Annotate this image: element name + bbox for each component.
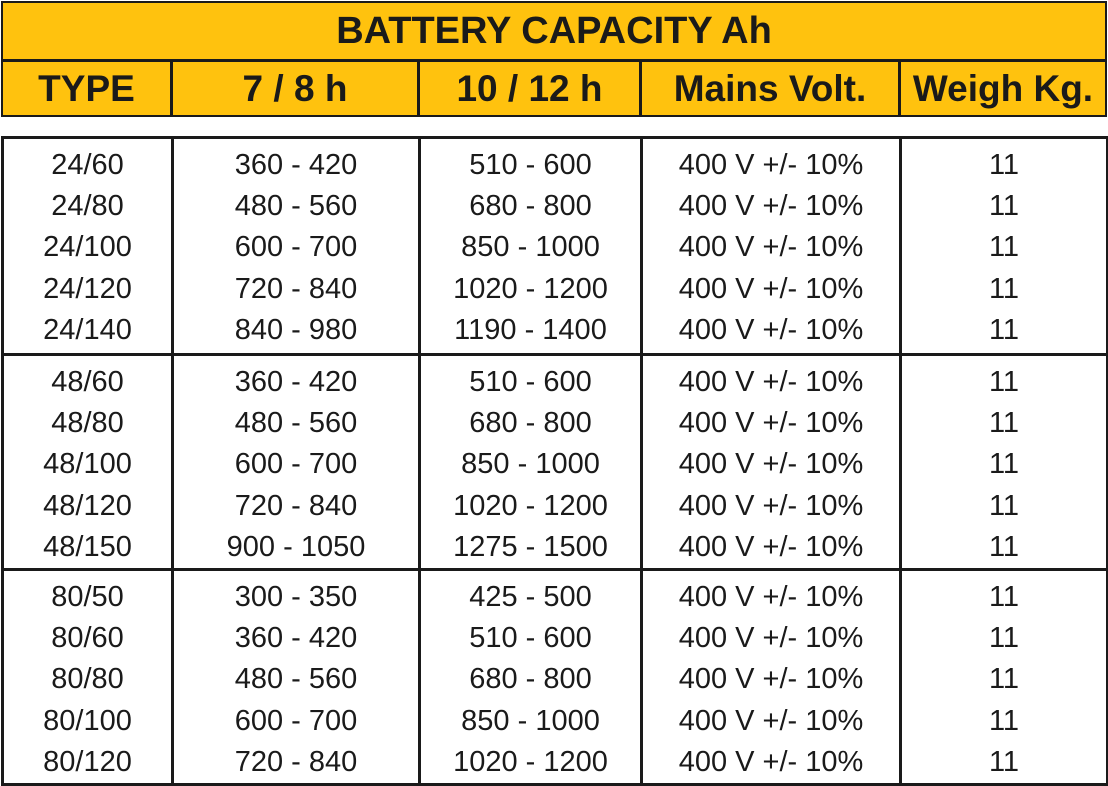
table-cell-type: 48/120	[43, 489, 132, 522]
table-cell-weight: 11	[988, 663, 1020, 696]
table-cell-weight: 11	[988, 313, 1020, 346]
table-cell-mains-volt: 400 V +/- 10%	[678, 407, 864, 440]
column-header-7-8h: 7 / 8 h	[173, 62, 420, 115]
table-cell-capacity-7-8h: 600 - 700	[234, 231, 358, 264]
column-type	[4, 139, 174, 353]
table-cell-capacity-10-12h: 850 - 1000	[461, 704, 600, 737]
table-cell-mains-volt: 400 V +/- 10%	[678, 272, 864, 305]
table-cell-mains-volt: 400 V +/- 10%	[678, 745, 864, 778]
column-weight	[902, 139, 1106, 353]
table-cell-mains-volt: 400 V +/- 10%	[678, 489, 864, 522]
table-cell-weight: 11	[988, 407, 1020, 440]
table-cell-type: 48/60	[51, 366, 124, 399]
table-cell-mains-volt: 400 V +/- 10%	[678, 313, 864, 346]
column-type	[4, 571, 174, 783]
table-cell-capacity-7-8h: 480 - 560	[234, 407, 358, 440]
row-group-48v	[4, 356, 1106, 571]
column-type	[4, 356, 174, 568]
column-header-row	[3, 62, 1105, 115]
table-cell-type: 48/80	[51, 407, 124, 440]
table-cell-mains-volt: 400 V +/- 10%	[678, 704, 864, 737]
table-cell-capacity-10-12h: 510 - 600	[469, 366, 592, 399]
table-cell-capacity-10-12h: 1275 - 1500	[453, 530, 608, 563]
table-cell-capacity-7-8h: 720 - 840	[234, 489, 358, 522]
table-cell-capacity-10-12h: 1190 - 1400	[454, 313, 607, 346]
table-cell-mains-volt: 400 V +/- 10%	[678, 581, 864, 614]
table-cell-capacity-7-8h: 600 - 700	[234, 448, 358, 481]
column-weight	[902, 356, 1106, 568]
table-cell-capacity-10-12h: 510 - 600	[469, 622, 592, 655]
table-body	[1, 136, 1108, 786]
table-cell-capacity-10-12h: 680 - 800	[469, 663, 592, 696]
table-cell-type: 24/120	[43, 272, 132, 305]
table-cell-capacity-10-12h: 1020 - 1200	[453, 272, 608, 305]
table-cell-type: 80/60	[51, 622, 124, 655]
table-cell-mains-volt: 400 V +/- 10%	[678, 530, 864, 563]
table-cell-weight: 11	[988, 745, 1020, 778]
table-cell-type: 24/140	[43, 313, 132, 346]
column-mains-volt	[643, 571, 902, 783]
table-cell-capacity-7-8h: 600 - 700	[234, 704, 358, 737]
table-cell-weight: 11	[988, 366, 1020, 399]
table-cell-capacity-10-12h: 850 - 1000	[461, 231, 600, 264]
table-cell-weight: 11	[988, 581, 1020, 614]
table-cell-type: 24/80	[51, 190, 124, 223]
table-cell-capacity-7-8h: 480 - 560	[234, 663, 358, 696]
table-cell-capacity-10-12h: 1020 - 1200	[453, 489, 608, 522]
table-cell-capacity-10-12h: 510 - 600	[469, 149, 592, 182]
table-cell-weight: 11	[988, 272, 1020, 305]
table-cell-mains-volt: 400 V +/- 10%	[678, 149, 864, 182]
table-cell-mains-volt: 400 V +/- 10%	[678, 190, 864, 223]
table-cell-capacity-7-8h: 300 - 350	[234, 581, 358, 614]
table-cell-type: 80/50	[51, 581, 124, 614]
table-cell-mains-volt: 400 V +/- 10%	[678, 231, 864, 264]
table-cell-capacity-10-12h: 680 - 800	[469, 407, 592, 440]
table-title: BATTERY CAPACITY Ah	[3, 3, 1105, 62]
table-cell-type: 48/100	[43, 448, 132, 481]
table-cell-capacity-10-12h: 680 - 800	[469, 190, 592, 223]
column-capacity-10-12h	[421, 139, 643, 353]
table-cell-type: 24/60	[51, 149, 124, 182]
table-cell-capacity-7-8h: 360 - 420	[234, 366, 358, 399]
table-cell-weight: 11	[988, 704, 1020, 737]
table-cell-weight: 11	[988, 489, 1020, 522]
table-cell-type: 80/80	[51, 663, 124, 696]
column-header-type: TYPE	[3, 62, 173, 115]
column-capacity-7-8h	[174, 139, 421, 353]
column-capacity-7-8h	[174, 356, 421, 568]
column-capacity-10-12h	[421, 571, 643, 783]
table-cell-type: 48/150	[43, 530, 132, 563]
table-cell-capacity-7-8h: 360 - 420	[234, 149, 358, 182]
table-cell-type: 80/100	[43, 704, 132, 737]
table-cell-weight: 11	[988, 149, 1020, 182]
row-group-24v	[4, 139, 1106, 356]
table-cell-capacity-7-8h: 720 - 840	[234, 745, 358, 778]
column-weight	[902, 571, 1106, 783]
table-cell-weight: 11	[988, 448, 1020, 481]
table-cell-weight: 11	[988, 622, 1020, 655]
column-capacity-10-12h	[421, 356, 643, 568]
table-cell-capacity-7-8h: 840 - 980	[234, 313, 358, 346]
column-header-10-12h: 10 / 12 h	[420, 62, 642, 115]
table-cell-capacity-7-8h: 900 - 1050	[226, 530, 366, 563]
table-cell-mains-volt: 400 V +/- 10%	[678, 622, 864, 655]
table-cell-capacity-7-8h: 480 - 560	[234, 190, 358, 223]
column-capacity-7-8h	[174, 571, 421, 783]
table-cell-weight: 11	[988, 530, 1020, 563]
table-cell-mains-volt: 400 V +/- 10%	[678, 663, 864, 696]
column-header-mains-volt: Mains Volt.	[642, 62, 901, 115]
table-cell-capacity-7-8h: 360 - 420	[234, 622, 358, 655]
table-cell-capacity-10-12h: 1020 - 1200	[453, 745, 608, 778]
table-cell-mains-volt: 400 V +/- 10%	[678, 366, 864, 399]
column-mains-volt	[643, 356, 902, 568]
table-cell-capacity-7-8h: 720 - 840	[234, 272, 358, 305]
row-group-80v	[4, 571, 1106, 783]
table-header	[1, 1, 1107, 117]
table-cell-mains-volt: 400 V +/- 10%	[678, 448, 864, 481]
table-cell-type: 24/100	[43, 231, 132, 264]
column-mains-volt	[643, 139, 902, 353]
table-cell-weight: 11	[988, 190, 1020, 223]
column-header-weight: Weigh Kg.	[912, 67, 1094, 109]
table-cell-weight: 11	[988, 231, 1020, 264]
table-cell-type: 80/120	[43, 745, 132, 778]
table-cell-capacity-10-12h: 425 - 500	[469, 581, 592, 614]
table-cell-capacity-10-12h: 850 - 1000	[461, 448, 600, 481]
